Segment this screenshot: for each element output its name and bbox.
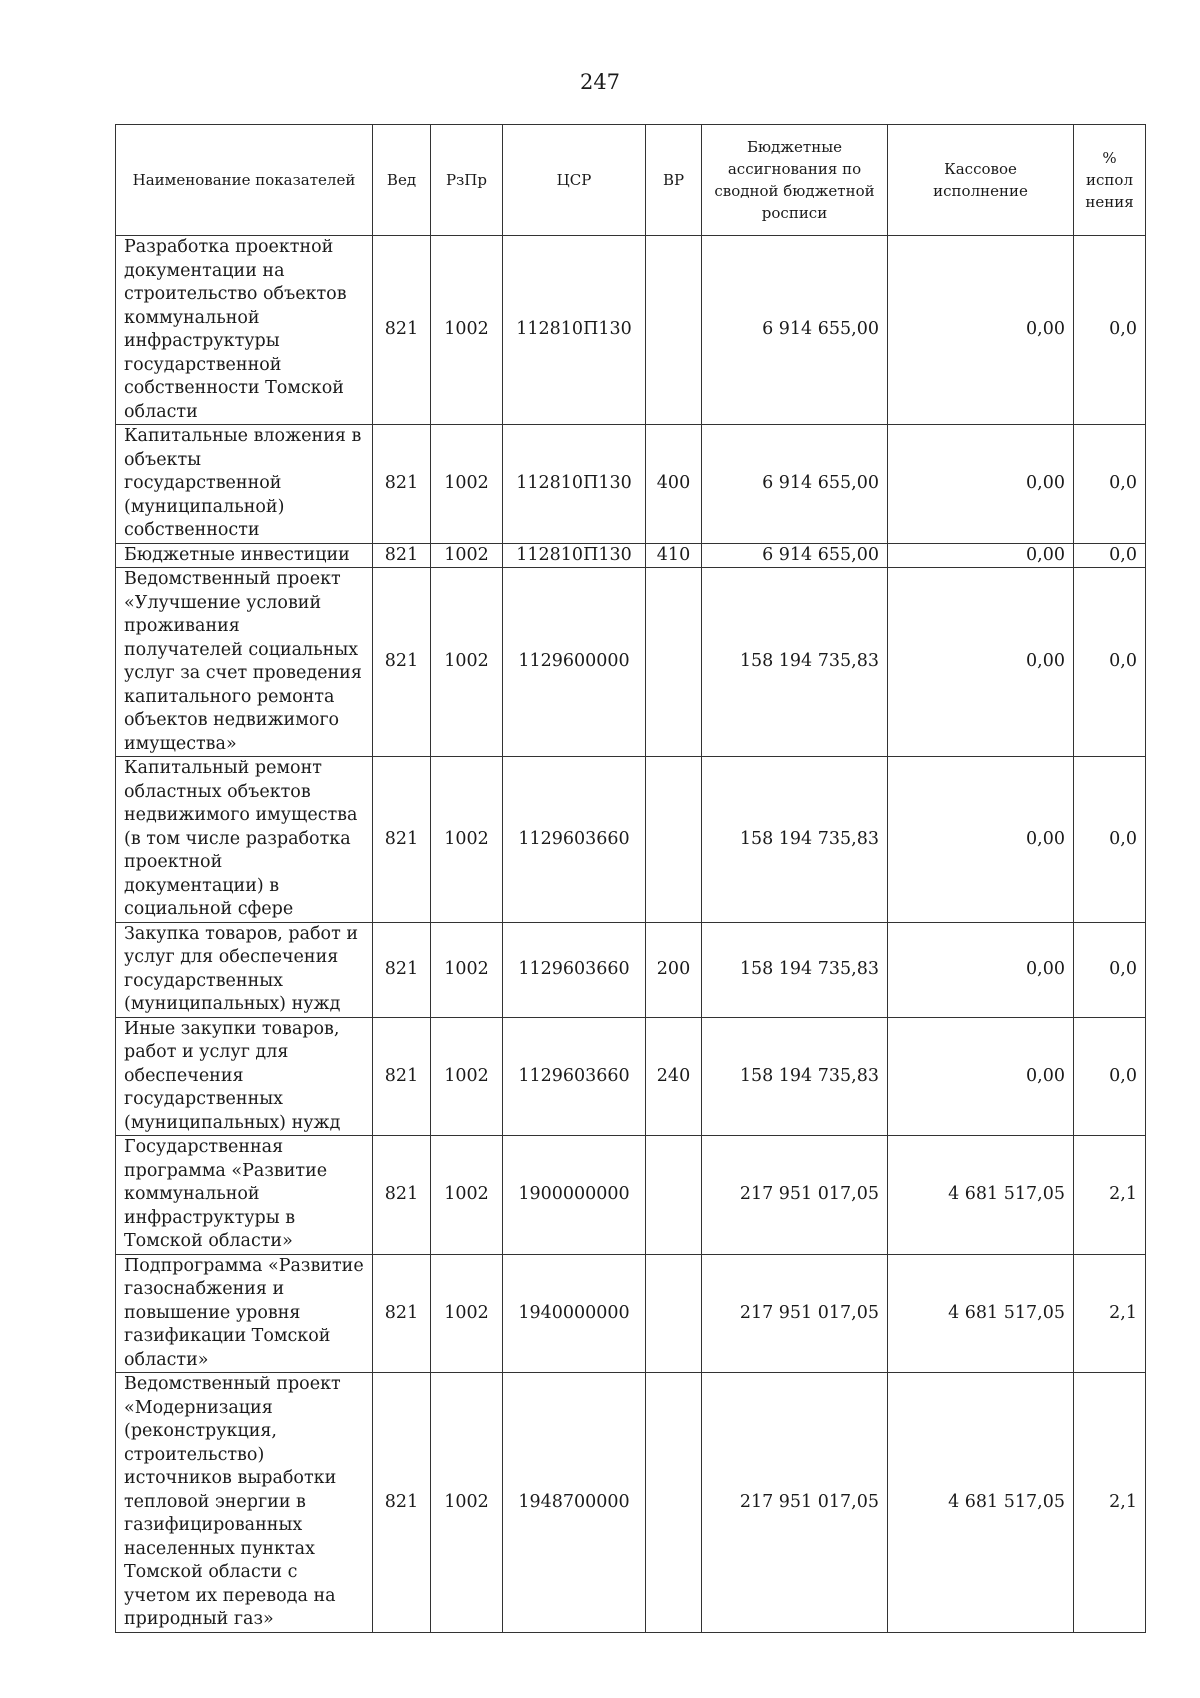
cell-budget-allocations: 158 194 735,83 [702,1017,888,1136]
cell-name: Бюджетные инвестиции [116,543,373,568]
table-row [116,757,1146,923]
cell-budget-allocations: 6 914 655,00 [702,543,888,568]
cell-execution-percent: 2,1 [1074,1373,1146,1633]
header-vr: ВР [646,125,702,236]
cell-vr [646,568,702,757]
table-row [116,568,1146,757]
cell-vr: 410 [646,543,702,568]
cell-ved: 821 [373,543,431,568]
cell-name: Капитальные вложения в объекты государственной (муниципальной) собственности [116,425,373,544]
cell-ved: 821 [373,1136,431,1255]
table-row [116,922,1146,1017]
cell-vr: 240 [646,1017,702,1136]
cell-csr: 1129600000 [503,568,646,757]
cell-name: Разработка проектной документации на строительство объектов коммунальной инфраструктуры государственной собственности Томской области [116,236,373,425]
cell-csr: 1129603660 [503,1017,646,1136]
table-row [116,1017,1146,1136]
cell-name: Иные закупки товаров, работ и услуг для обеспечения государственных (муниципальных) нужд [116,1017,373,1136]
cell-budget-allocations: 158 194 735,83 [702,568,888,757]
header-rzpr: РзПр [431,125,503,236]
cell-cash-execution: 0,00 [888,236,1074,425]
table-row [116,236,1146,425]
cell-name: Ведомственный проект «Модернизация (реконструкция, строительство) источников выработки тепловой энергии в газифицированных населенных пунктах Томской области с учетом их перевода на природный газ» [116,1373,373,1633]
cell-cash-execution: 0,00 [888,1017,1074,1136]
cell-name: Ведомственный проект «Улучшение условий проживания получателей социальных услуг за счет проведения капитального ремонта объектов недвижимого имущества» [116,568,373,757]
cell-rzpr: 1002 [431,425,503,544]
cell-cash-execution: 4 681 517,05 [888,1373,1074,1633]
cell-vr: 200 [646,922,702,1017]
cell-name: Подпрограмма «Развитие газоснабжения и повышение уровня газификации Томской области» [116,1254,373,1373]
cell-csr: 1129603660 [503,757,646,923]
table-row [116,425,1146,544]
cell-rzpr: 1002 [431,1254,503,1373]
cell-cash-execution: 0,00 [888,425,1074,544]
table-row [116,543,1146,568]
cell-cash-execution: 0,00 [888,543,1074,568]
cell-ved: 821 [373,425,431,544]
header-budget-allocations: Бюджетные ассигнования по сводной бюджетной росписи [702,125,888,236]
cell-rzpr: 1002 [431,1373,503,1633]
cell-ved: 821 [373,1017,431,1136]
header-csr: ЦСР [503,125,646,236]
cell-ved: 821 [373,1254,431,1373]
cell-vr: 400 [646,425,702,544]
cell-rzpr: 1002 [431,568,503,757]
table-row [116,1136,1146,1255]
cell-execution-percent: 2,1 [1074,1136,1146,1255]
table-row [116,1373,1146,1633]
cell-rzpr: 1002 [431,1017,503,1136]
cell-csr: 1948700000 [503,1373,646,1633]
header-name: Наименование показателей [116,125,373,236]
cell-ved: 821 [373,922,431,1017]
cell-csr: 112810П130 [503,543,646,568]
cell-cash-execution: 4 681 517,05 [888,1136,1074,1255]
cell-csr: 1940000000 [503,1254,646,1373]
cell-csr: 1129603660 [503,922,646,1017]
cell-ved: 821 [373,1373,431,1633]
cell-name: Капитальный ремонт областных объектов недвижимого имущества (в том числе разработка проектной документации) в социальной сфере [116,757,373,923]
cell-csr: 112810П130 [503,236,646,425]
cell-budget-allocations: 158 194 735,83 [702,922,888,1017]
cell-execution-percent: 0,0 [1074,922,1146,1017]
cell-ved: 821 [373,236,431,425]
cell-csr: 1900000000 [503,1136,646,1255]
cell-rzpr: 1002 [431,543,503,568]
cell-vr [646,757,702,923]
cell-cash-execution: 0,00 [888,568,1074,757]
cell-vr [646,236,702,425]
cell-budget-allocations: 6 914 655,00 [702,425,888,544]
cell-ved: 821 [373,568,431,757]
cell-budget-allocations: 217 951 017,05 [702,1373,888,1633]
table-row [116,1254,1146,1373]
cell-vr [646,1254,702,1373]
budget-table [115,124,1146,1633]
header-ved: Вед [373,125,431,236]
cell-budget-allocations: 6 914 655,00 [702,236,888,425]
cell-execution-percent: 2,1 [1074,1254,1146,1373]
cell-name: Государственная программа «Развитие коммунальной инфраструктуры в Томской области» [116,1136,373,1255]
cell-rzpr: 1002 [431,922,503,1017]
page-number: 247 [579,70,621,94]
cell-execution-percent: 0,0 [1074,1017,1146,1136]
table-header-row [116,125,1146,236]
cell-budget-allocations: 217 951 017,05 [702,1136,888,1255]
cell-execution-percent: 0,0 [1074,425,1146,544]
cell-rzpr: 1002 [431,757,503,923]
cell-budget-allocations: 217 951 017,05 [702,1254,888,1373]
cell-execution-percent: 0,0 [1074,543,1146,568]
cell-budget-allocations: 158 194 735,83 [702,757,888,923]
cell-execution-percent: 0,0 [1074,757,1146,923]
cell-ved: 821 [373,757,431,923]
cell-cash-execution: 0,00 [888,757,1074,923]
cell-vr [646,1136,702,1255]
cell-vr [646,1373,702,1633]
cell-rzpr: 1002 [431,1136,503,1255]
cell-cash-execution: 4 681 517,05 [888,1254,1074,1373]
cell-rzpr: 1002 [431,236,503,425]
cell-cash-execution: 0,00 [888,922,1074,1017]
cell-execution-percent: 0,0 [1074,568,1146,757]
cell-csr: 112810П130 [503,425,646,544]
header-execution-percent: % испол нения [1074,125,1146,236]
cell-execution-percent: 0,0 [1074,236,1146,425]
header-cash-execution: Кассовое исполнение [888,125,1074,236]
cell-name: Закупка товаров, работ и услуг для обеспечения государственных (муниципальных) нужд [116,922,373,1017]
